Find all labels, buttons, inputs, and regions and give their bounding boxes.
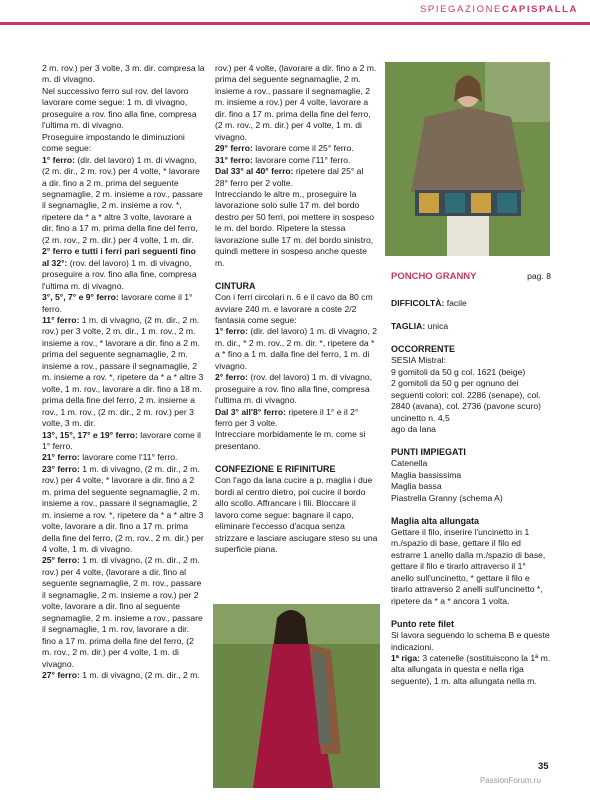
stitch-item: Maglia bassissima	[391, 469, 462, 480]
row-text: ripetere dal 25° al 28° ferro per 2 volte.	[215, 166, 364, 188]
row-label: 11° ferro:	[42, 314, 80, 325]
section-heading-cintura: CINTURA	[215, 280, 256, 291]
row-text: lavorare come l'11° ferro.	[79, 452, 178, 463]
row-label: 1° ferro:	[42, 154, 76, 165]
paragraph: Con l'ago da lana cucire a p. maglia i due bordi al centro dietro, poi cucire il bordo allo scollo. Affrancare i fili. Bloccare il lavoro come segue: bagnare il capo, eliminare l'eccesso d'acqua senza strizzare e lasciare asciugare steso su una superficie piana.	[215, 475, 378, 554]
row-label: 3°, 5°, 7° e 9° ferro:	[42, 292, 119, 303]
paragraph	[215, 372, 378, 406]
watermark: PassionForum.ru	[480, 776, 541, 785]
row-text: (rov. del lavoro) 1 m. di vivagno, proseguire a rov. fino alla fine, compresa l'ultima m. di vivagno.	[215, 372, 373, 406]
row-label: Dal 33° al 40° ferro:	[215, 166, 294, 177]
row-text: (dir. del lavoro) 1 m. di vivagno, (2 m. dir., 2 m. rov.) per 4 volte, * lavorare a dir. fino a 2 m. prima del seguente segnamaglie, 2 m. insieme a rov., passare il segnamaglie, 2 m. insieme a rov. *, ripetere da * a * altre 3 volte, lavorare a dir. fino a 17 m. prima della fine del ferro, (2 m. rov., 2 m. dir.) per 4 volte, 1 m. dir.	[42, 154, 203, 245]
paragraph: Intrecciare morbidamente le m. come si presentano.	[215, 429, 366, 451]
row-label: 25° ferro:	[42, 555, 80, 566]
header-bar	[0, 0, 590, 25]
row-text: 1 m. di vivagno, (2 m. dir., 2 m. rov.) per 3 volte, 2 m. dir., 1 m. rov., 2 m. insieme a rov., * lavorare a dir. fino a 2 m. prima del seguente segnamaglie, 2 m. insieme a rov., passare il segnamaglie, 2 m. insieme a rov. *, ripetere da * a * altre 3 volte, 1 m. rov., lavorare a dir. fino a 18 m. prima della fine del ferro, 2 m. insieme a rov., 1 m. rov., (2 m. dir., 2 m. rov.) per 3 volte, 3 m. dir.	[42, 314, 204, 429]
row-text: (dir. del lavoro) 1 m. di vivagno, 2 m. dir., * 2 m. rov., 2 m. dir. *, ripetere da * a * fino a 1 m. dalla fine del ferro, 1 m. di vivagno.	[215, 326, 378, 371]
row-label: 31° ferro:	[215, 154, 253, 165]
row-label: 29° ferro:	[215, 143, 253, 154]
column-2	[215, 63, 378, 555]
row-text: lavorare come il 1° ferro.	[42, 292, 193, 314]
paragraph	[42, 292, 205, 315]
paragraph	[215, 155, 378, 166]
difficulty-label: DIFFICOLTÀ:	[391, 298, 445, 308]
materials-item: 9 gomitoli da 50 g col. 1621 (beige)	[391, 366, 526, 377]
section-heading-occorrente: OCCORRENTE	[391, 343, 456, 354]
poncho-illustration	[385, 62, 550, 256]
header-category: CAPISPALLA	[502, 4, 578, 15]
row-text: (rov. del lavoro) 1 m. di vivagno, proseguire a rov. fino alla fine, compresa l'ultima m. di vivagno.	[42, 257, 197, 291]
materials-item: uncinetto n. 4,5	[391, 412, 450, 423]
row-text: lavorare come il 25° ferro.	[252, 143, 354, 154]
row-text: ripetere il 1° e il 2° ferro per 3 volte.	[215, 406, 359, 429]
stitch-item: Catenella	[391, 458, 428, 469]
row-label: 2° ferro e tutti i ferri pari seguenti fino al 32°:	[42, 246, 196, 268]
paragraph	[215, 407, 378, 430]
page-reference: pag. 8	[527, 271, 551, 281]
paragraph	[391, 653, 551, 687]
row-text: 3 catenelle (sostituiscono la 1ª m. alta allungata in questa e nella riga seguente), 1 m. alta allungata nella m.	[391, 652, 551, 686]
section-heading-rete: Punto rete filet	[391, 618, 455, 629]
row-text: 1 m. di vivagno, (2 m. dir., 2 m. rov.) per 4 volte, (lavorare a dir. fino al seguente segnamaglie, 2 m. rov., passare il segnamaglie, 2 m. insieme a rov.) per 2 volte, lavorare a dir. fino al seguente segnamaglie, 2 m. insieme a rov., passare il segnamaglie, 1 m. rov, lavorare a dir. fino a 17 m. prima della fine del ferro, (2 m. rov., 2 m. dir.) per 4 volte, 1 m. di vivagno.	[42, 555, 203, 669]
paragraph	[42, 155, 205, 247]
size-value: unica	[425, 320, 449, 331]
page-number: 35	[538, 761, 549, 772]
photo-dress-model	[213, 604, 380, 788]
row-label: 21° ferro:	[42, 452, 80, 463]
paragraph: rov.) per 4 volte, (lavorare a dir. fino a 2 m. prima del seguente segnamaglie, 2 m. insieme a rov., passare il segnamaglie, 2 m. insieme a rov.) per 4 volte, lavorare a dir. fino a 17 m. prima della fine del ferro, (2 m. rov., 2 m. dir.) per 4 volte, 1 m. di vivagno.	[215, 63, 377, 142]
paragraph	[215, 166, 378, 189]
difficulty-line	[391, 298, 551, 309]
row-label: 1° ferro:	[215, 326, 249, 337]
paragraph	[42, 430, 205, 453]
materials-item: ago da lana	[391, 423, 436, 434]
difficulty-value: facile	[444, 298, 467, 308]
row-text: lavorare come l'11° ferro.	[252, 154, 351, 165]
dress-illustration	[213, 604, 380, 788]
paragraph	[215, 326, 378, 372]
section-heading-confezione: CONFEZIONE E RIFINITURE	[215, 463, 336, 474]
size-line	[391, 321, 551, 332]
paragraph	[215, 143, 378, 154]
paragraph: 2 m. rov.) per 3 volte, 3 m. dir. compresa la m. di vivagno.	[42, 63, 205, 85]
materials-item: SESIA Mistral:	[391, 355, 446, 366]
row-label: 13°, 15°, 17° e 19° ferro:	[42, 429, 138, 440]
header-section: SPIEGAZIONE	[419, 4, 502, 15]
row-label: Dal 3° all'8° ferro:	[215, 406, 287, 417]
column-3	[391, 298, 551, 687]
paragraph: Nel successivo ferro sul rov. del lavoro lavorare come segue: 1 m. di vivagno, proseguire a rov. fino alla fine, compresa l'ultima m. di vivagno.	[42, 85, 197, 131]
paragraph: Gettare il filo, inserire l'uncinetto in 1 m./spazio di base, gettare il filo ed estrarre 1 anello dalla m./spazio di base, gettare il filo e tirarlo attraverso il 1° anello sull'uncinetto, * gettare il filo e tirarlo attraverso 2 anelli sull'uncinetto *, ripetere da * a * ancora 1 volta.	[391, 527, 546, 606]
row-label: 27° ferro:	[42, 670, 80, 681]
paragraph	[42, 464, 205, 556]
row-label: 1ª riga:	[391, 652, 420, 663]
size-label: TAGLIA:	[391, 320, 426, 331]
paragraph: Intrecciando le altre m., proseguire la lavorazione solo sulle 17 m. del bordo destro per 50 ferri, poi mettere in sospeso le m. del bordo. Ripetere la stessa lavorazione sulle 17 m. del bordo sinistro, quindi mettere in sospeso anche queste m.	[215, 188, 375, 268]
paragraph	[42, 315, 205, 430]
materials-item: 2 gomitoli da 50 g per ognuno dei seguenti colori: col. 2286 (senape), col. 2840 (avana), col. 2736 (pavone scuro)	[391, 378, 542, 412]
paragraph	[42, 670, 205, 681]
header-label	[420, 4, 578, 15]
paragraph	[42, 246, 205, 292]
row-label: 2° ferro:	[215, 372, 249, 383]
pattern-title: PONCHO GRANNY	[391, 271, 477, 282]
paragraph	[42, 452, 205, 463]
paragraph: Con i ferri circolari n. 6 e il cavo da 80 cm avviare 240 m. e lavorare a coste 2/2 fantasia come segue:	[215, 292, 373, 325]
photo-poncho-model	[385, 62, 550, 256]
paragraph: Si lavora seguendo lo schema B e queste indicazioni.	[391, 630, 550, 652]
row-text: lavorare come il 1° ferro.	[42, 429, 201, 451]
pattern-title-row	[391, 271, 551, 282]
stitch-item: Piastrella Granny (schema A)	[391, 492, 503, 503]
section-heading-punti: PUNTI IMPIEGATI	[391, 446, 466, 457]
paragraph	[42, 555, 205, 670]
row-text: 1 m. di vivagno, (2 m. dir., 2 m. rov.) per 4 volte, * lavorare a dir. fino a 2 m. prima del seguente segnamaglie, 2 m. insieme a rov., passare il segnamaglie, 2 m. insieme a rov. *, ripetere da * a * altre 3 volte, lavorare a dir. fino a 17 m. prima della fine del ferro, (2 m. rov., 2 m. dir.) per 4 volte, 1 m. di vivagno.	[42, 463, 204, 555]
row-text: 1 m. di vivagno, (2 m. dir., 2 m.	[79, 670, 200, 681]
paragraph: Proseguire impostando le diminuzioni come segue:	[42, 131, 185, 154]
column-1	[42, 63, 205, 681]
stitch-item: Maglia bassa	[391, 481, 442, 492]
row-label: 23° ferro:	[42, 463, 80, 474]
section-heading-maglia: Maglia alta allungata	[391, 515, 480, 526]
